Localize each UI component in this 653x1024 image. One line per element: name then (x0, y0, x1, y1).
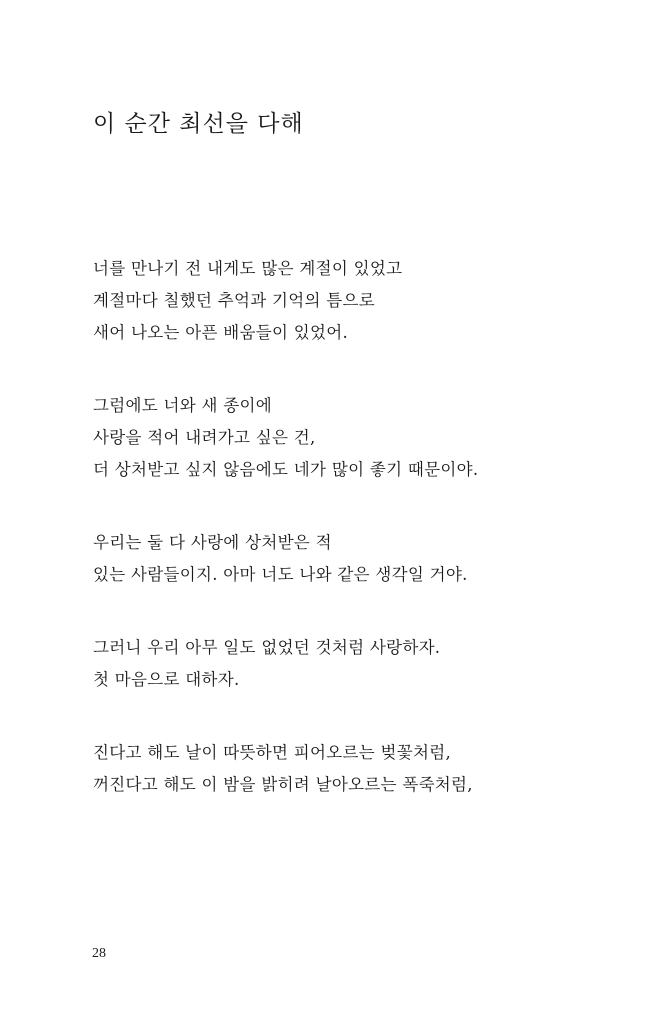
poem-line: 새어 나오는 아픈 배움들이 있었어. (93, 323, 349, 342)
poem-line: 그러니 우리 아무 일도 없었던 것처럼 사랑하자. (93, 638, 441, 657)
poem-line: 우리는 둘 다 사랑에 상처받은 적 (93, 533, 332, 552)
stanza-1 (93, 253, 402, 349)
poem-line: 사랑을 적어 내려가고 싶은 건, (93, 428, 316, 447)
poem-line: 꺼진다고 해도 이 밤을 밝히려 날아오르는 폭죽처럼, (93, 775, 473, 794)
page-title: 이 순간 최선을 다해 (93, 111, 304, 137)
poem-line: 첫 마음으로 대하자. (93, 670, 240, 689)
poem-line: 그럼에도 너와 새 종이에 (93, 396, 273, 415)
stanza-5 (93, 737, 473, 801)
poem-line: 진다고 해도 날이 따뜻하면 피어오르는 벚꽃처럼, (93, 743, 452, 762)
page-number: 28 (92, 946, 106, 961)
poem-line: 있는 사람들이지. 아마 너도 나와 같은 생각일 거야. (93, 565, 468, 584)
poem-line: 더 상처받고 싶지 않음에도 네가 많이 좋기 때문이야. (93, 460, 479, 479)
poem-line: 너를 만나기 전 내게도 많은 계절이 있었고 (93, 259, 403, 278)
stanza-2 (93, 390, 478, 486)
stanza-4 (93, 632, 440, 696)
stanza-3 (93, 527, 468, 591)
poem-line: 계절마다 칠했던 추억과 기억의 틈으로 (93, 291, 376, 310)
